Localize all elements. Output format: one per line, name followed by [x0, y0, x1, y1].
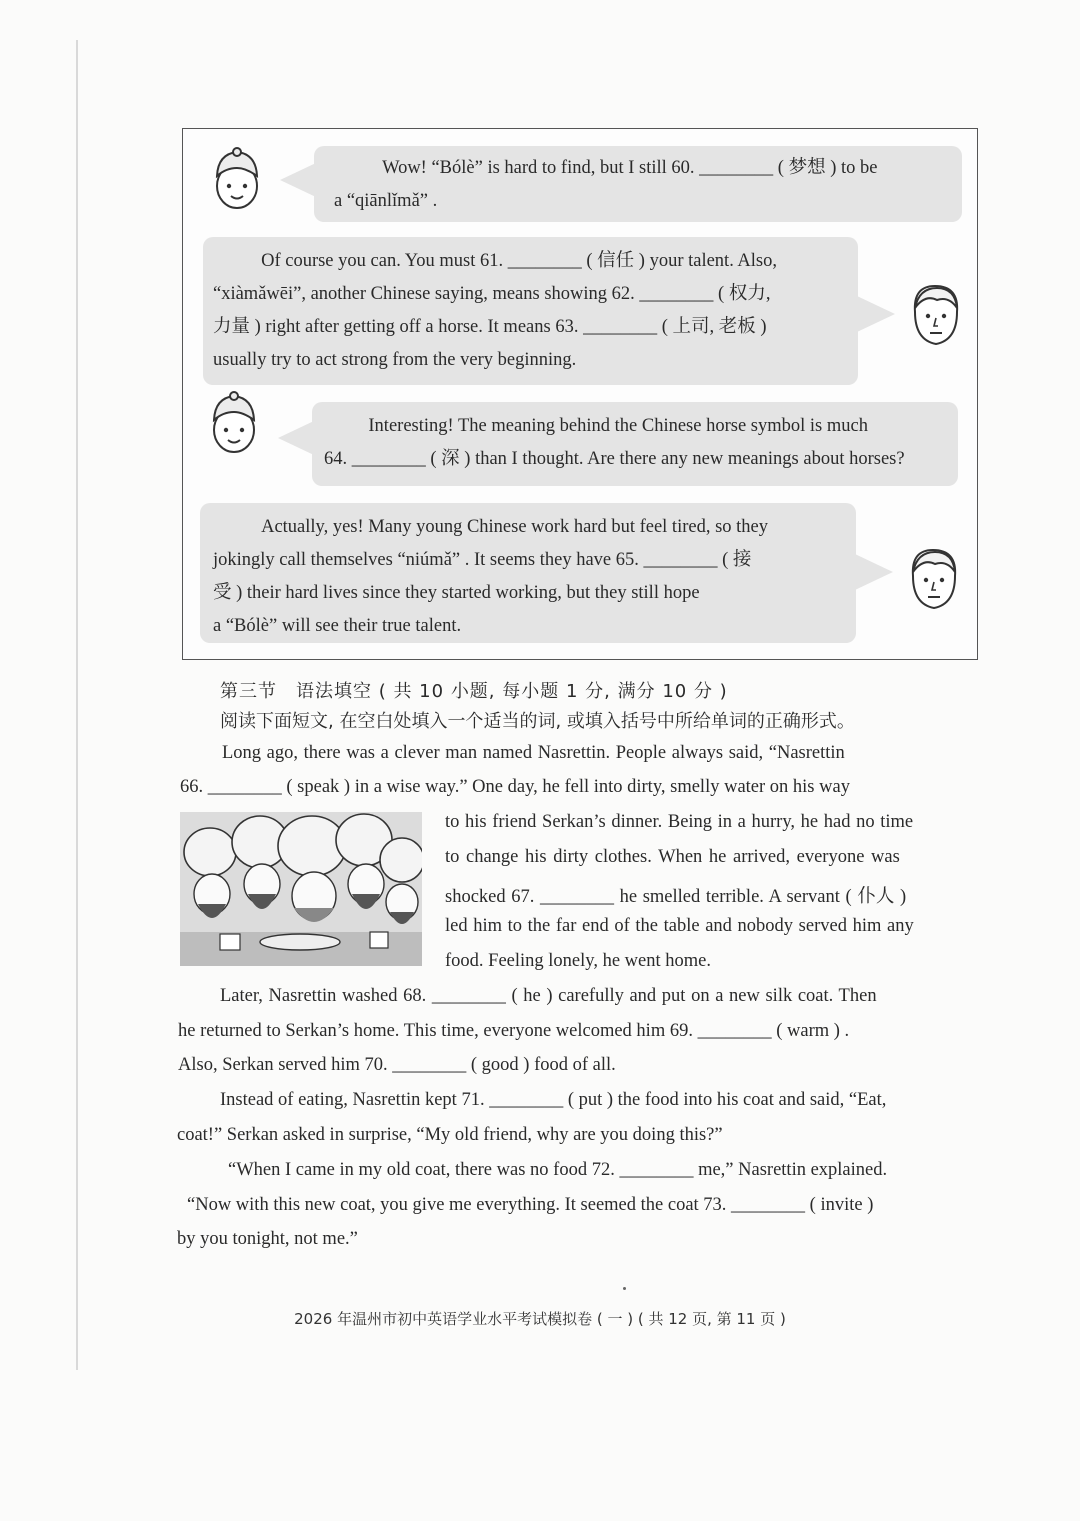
- man-avatar-icon: [905, 278, 967, 350]
- section-title: 第三节 语法填空 ( 共 10 小题, 每小题 1 分, 满分 10 分 ): [220, 681, 728, 702]
- speech-bubble-3: [312, 402, 958, 486]
- boy-avatar-icon: [206, 146, 268, 218]
- bubble-4-line-3: 受 ) their hard lives since they started working, but they still hope: [213, 583, 700, 603]
- passage-line: Later, Nasrettin washed 68. ________ ( he ) carefully and put on a new silk coat. Then: [220, 986, 877, 1006]
- speech-bubble-4: [200, 503, 856, 643]
- passage-line: Long ago, there was a clever man named Nasrettin. People always said, “Nasrettin: [222, 743, 845, 763]
- man-avatar-icon: [903, 542, 965, 614]
- passage-line: led him to the far end of the table and nobody served him any: [445, 916, 914, 936]
- bubble-1-line-1: Wow! “Bólè” is hard to find, but I still 60. ________ ( 梦想 ) to be: [382, 158, 878, 178]
- bubble-4-line-4: a “Bólè” will see their true talent.: [213, 616, 462, 636]
- bubble-2-line-3: 力量 ) right after getting off a horse. It means 63. ________ ( 上司, 老板 ): [213, 317, 767, 337]
- bubble-2-line-1: Of course you can. You must 61. ________ ( 信任 ) your talent. Also,: [261, 251, 777, 271]
- speech-bubble-2: [203, 237, 858, 385]
- page-footer: 2026 年温州市初中英语学业水平考试模拟卷 ( 一 ) ( 共 12 页, 第 11 页 ): [294, 1310, 786, 1328]
- passage-line: Instead of eating, Nasrettin kept 71. ________ ( put ) the food into his coat and said, “Eat,: [220, 1090, 887, 1110]
- bubble-tail: [857, 296, 895, 332]
- bubble-4-line-2: jokingly call themselves “niúmǎ” . It seems they have 65. ________ ( 接: [213, 550, 752, 570]
- bubble-1-line-2: a “qiānlǐmǎ” .: [334, 191, 438, 211]
- passage-line: “When I came in my old coat, there was no food 72. ________ me,” Nasrettin explained.: [228, 1160, 888, 1180]
- speech-bubble-1: [314, 146, 962, 222]
- passage-line: 66. ________ ( speak ) in a wise way.” One day, he fell into dirty, smelly water on his way: [180, 777, 850, 797]
- bubble-2-line-2: “xiàmǎwēi”, another Chinese saying, means showing 62. ________ ( 权力,: [213, 284, 771, 304]
- passage-line: coat!” Serkan asked in surprise, “My old friend, why are you doing this?”: [177, 1125, 723, 1145]
- passage-line: by you tonight, not me.”: [177, 1229, 358, 1249]
- bubble-tail: [280, 162, 318, 198]
- bubble-3-line-2: 64. ________ ( 深 ) than I thought. Are there any new meanings about horses?: [324, 449, 905, 469]
- passage-line: Also, Serkan served him 70. ________ ( good ) food of all.: [178, 1055, 616, 1075]
- passage-line: food. Feeling lonely, he went home.: [445, 951, 711, 971]
- bubble-3-line-1: Interesting! The meaning behind the Chinese horse symbol is much: [368, 416, 868, 436]
- bubble-2-line-4: usually try to act strong from the very beginning.: [213, 350, 577, 370]
- section-instruction: 阅读下面短文, 在空白处填入一个适当的词, 或填入括号中所给单词的正确形式。: [220, 711, 855, 732]
- passage-line: he returned to Serkan’s home. This time, everyone welcomed him 69. ________ ( warm ) .: [178, 1021, 850, 1041]
- passage-line: to his friend Serkan’s dinner. Being in a hurry, he had no time: [445, 812, 914, 832]
- passage-line: shocked 67. ________ he smelled terrible. A servant ( 仆人 ): [445, 887, 907, 907]
- boy-avatar-icon: [203, 390, 265, 462]
- scan-edge-line: [76, 40, 78, 1370]
- passage-line: “Now with this new coat, you give me everything. It seemed the coat 73. ________ ( invite ): [187, 1195, 874, 1215]
- nasrettin-feast-illustration: [180, 812, 422, 966]
- bubble-4-line-1: Actually, yes! Many young Chinese work hard but feel tired, so they: [261, 517, 769, 537]
- bubble-tail: [278, 420, 316, 456]
- scan-dot: [623, 1287, 626, 1290]
- passage-line: to change his dirty clothes. When he arrived, everyone was: [445, 847, 900, 867]
- bubble-tail: [855, 554, 893, 590]
